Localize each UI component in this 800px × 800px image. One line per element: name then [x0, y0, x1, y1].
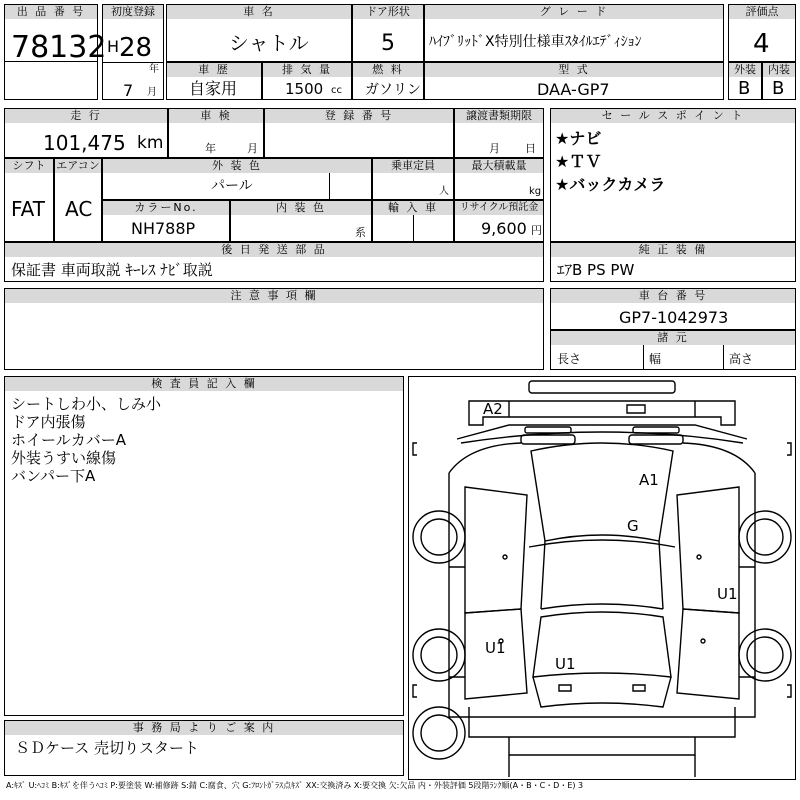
inspection-box — [168, 108, 264, 158]
recycle-box — [454, 200, 544, 242]
import-label: 輸 入 車 — [373, 201, 453, 215]
recycle-label: リサイクル預託金 — [455, 201, 543, 215]
spec-height: 高さ — [729, 352, 754, 366]
score-label: 評価点 — [729, 5, 795, 19]
office-label: 事 務 局 よ り ご 案 内 — [5, 721, 403, 735]
color-value: パール — [211, 178, 253, 194]
load-unit: kg — [529, 186, 542, 197]
model-value: DAA-GP7 — [537, 80, 610, 99]
mileage-value: 101,475 — [43, 131, 126, 155]
lot-number: 78132 — [11, 30, 107, 65]
door-count: 5 — [381, 31, 395, 56]
damage-mark: U1 — [485, 639, 506, 657]
cc-box — [262, 62, 352, 100]
regno-label: 登 録 番 号 — [265, 109, 453, 123]
cc-unit: cc — [331, 85, 342, 96]
door-label: ドア形状 — [353, 5, 423, 19]
mileage-label: 走 行 — [5, 109, 167, 123]
history-label: 車 歴 — [167, 63, 261, 77]
recycle-value: 9,600 — [481, 219, 527, 238]
color-box — [102, 158, 372, 200]
sales-point: ★ナビ — [555, 129, 602, 148]
regno-box — [264, 108, 454, 158]
load-box — [454, 158, 544, 200]
name-box — [166, 4, 352, 62]
interior-unit: 系 — [355, 226, 366, 239]
spec-label: 諸 元 — [551, 331, 795, 345]
car-diagram-box — [408, 376, 796, 780]
chassis-value: GP7-1042973 — [619, 308, 729, 327]
fuel-box — [352, 62, 424, 100]
sales-points-box — [550, 108, 796, 242]
capacity-unit: 人 — [439, 186, 449, 197]
damage-mark: A2 — [483, 400, 503, 418]
inspection-label: 車 検 — [169, 109, 263, 123]
inspector-line: ホイールカバーA — [11, 431, 126, 449]
ac-box — [54, 158, 102, 242]
notes-box — [4, 288, 544, 370]
cc-value: 1500 — [285, 80, 324, 98]
capacity-box — [372, 158, 454, 200]
sales-point: ★ＴＶ — [555, 152, 602, 171]
shift-value: FAT — [11, 197, 46, 221]
ext-value: B — [738, 78, 751, 99]
chassis-label: 車 台 番 号 — [551, 289, 795, 303]
colorno-label: カラーNo. — [103, 201, 229, 215]
legend-text: A:ｷｽﾞ U:ﾍｺﾐ B:ｷｽﾞを伴うﾍｺﾐ P:要塗装 W:補修跡 S:錆 C:腐食、穴 G:ﾌﾛﾝﾄｶﾞﾗｽ点ｷｽﾞ XX:交換済み X:要交換 欠:欠品 内・外装評価 5段階ﾗﾝｸ順(A・B・C・D・E) 3 — [6, 781, 584, 790]
equipment-value: ｴｱB PS PW — [557, 261, 635, 279]
int-value: B — [772, 78, 785, 99]
colorno-box — [102, 200, 230, 242]
spec-box — [550, 330, 796, 370]
model-label: 型 式 — [425, 63, 723, 77]
office-text: ＳＤケース 売切りスタート — [15, 739, 200, 757]
transfer-day-unit: 日 — [525, 142, 536, 155]
history-value: 自家用 — [189, 79, 238, 98]
spec-width: 幅 — [649, 352, 662, 366]
interior-box — [230, 200, 372, 242]
cc-label: 排 気 量 — [263, 63, 351, 77]
fuel-value: ガソリン — [365, 82, 421, 98]
transfer-month-unit: 月 — [489, 142, 500, 155]
reg-month: 7 — [123, 81, 134, 100]
damage-mark: G — [627, 517, 639, 535]
inspector-line: 外装うすい線傷 — [11, 449, 117, 467]
import-box — [372, 200, 454, 242]
grade-box — [424, 4, 724, 62]
ext-box — [728, 62, 762, 100]
divider — [5, 61, 97, 62]
transfer-label: 譲渡書類期限 — [455, 109, 543, 123]
score-box — [728, 4, 796, 62]
later-parts-label: 後 日 発 送 部 品 — [5, 243, 543, 257]
office-box — [4, 720, 404, 776]
equipment-box — [550, 242, 796, 282]
divider — [329, 173, 330, 199]
inspector-box — [4, 376, 404, 716]
later-parts-box — [4, 242, 544, 282]
ac-label: エアコン — [56, 159, 100, 172]
lot-label: 出 品 番 号 — [5, 5, 97, 19]
sales-points-label: セ ー ル ス ポ イ ン ト — [551, 109, 795, 123]
reg-year: 28 — [119, 33, 153, 63]
int-label: 内装 — [763, 63, 795, 77]
fuel-label: 燃 料 — [353, 63, 423, 77]
sales-point: ★バックカメラ — [555, 175, 666, 194]
damage-mark: U1 — [555, 655, 576, 673]
ext-label: 外装 — [729, 63, 761, 77]
history-box — [166, 62, 262, 100]
color-label: 外 装 色 — [103, 159, 371, 173]
inspector-label: 検 査 員 記 入 欄 — [5, 377, 403, 391]
lot-box — [4, 4, 107, 100]
inspector-line: バンパー下A — [11, 467, 96, 485]
later-parts-value: 保証書 車両取説 ｷｰﾚｽ ﾅﾋﾞ取説 — [11, 261, 213, 279]
colorno-value: NH788P — [131, 219, 196, 238]
interior-label: 内 装 色 — [231, 201, 371, 215]
door-box — [352, 4, 424, 62]
registration-box — [102, 4, 164, 100]
mileage-box — [4, 108, 168, 158]
reg-year-unit: 年 — [149, 64, 159, 75]
grade-label: グ レ ー ド — [425, 5, 723, 19]
inspector-line: ドア内張傷 — [11, 413, 86, 431]
spec-length: 長さ — [557, 352, 582, 366]
name-label: 車 名 — [167, 5, 351, 19]
notes-label: 注 意 事 項 欄 — [5, 289, 543, 303]
int-box — [762, 62, 796, 100]
damage-mark: U1 — [717, 585, 738, 603]
shift-label: シフト — [5, 159, 53, 173]
ac-value: AC — [65, 197, 93, 221]
shift-box — [4, 158, 54, 242]
inspector-line: シートしわ小、しみ小 — [11, 395, 162, 413]
mileage-unit: km — [137, 133, 164, 153]
capacity-label: 乗車定員 — [373, 159, 453, 173]
reg-label: 初度登録 — [103, 5, 163, 19]
grade-value: ﾊｲﾌﾞﾘｯﾄﾞX特別仕様車ｽﾀｲﾙｴﾃﾞｨｼｮﾝ — [429, 34, 642, 50]
insp-month-unit: 月 — [247, 142, 258, 155]
chassis-box — [550, 288, 796, 330]
transfer-box — [454, 108, 544, 158]
score-value: 4 — [753, 29, 770, 59]
equipment-label: 純 正 装 備 — [551, 243, 795, 257]
reg-era: H — [107, 37, 120, 56]
insp-year-unit: 年 — [205, 142, 216, 155]
divider — [643, 345, 644, 369]
reg-month-unit: 月 — [147, 87, 157, 98]
car-name: シャトル — [229, 31, 309, 55]
recycle-unit: 円 — [531, 224, 542, 237]
damage-mark: A1 — [639, 471, 659, 489]
load-label: 最大積載量 — [455, 159, 543, 173]
divider — [413, 215, 414, 241]
car-diagram — [409, 377, 795, 779]
model-box — [424, 62, 724, 100]
divider — [103, 62, 163, 63]
divider — [723, 345, 724, 369]
